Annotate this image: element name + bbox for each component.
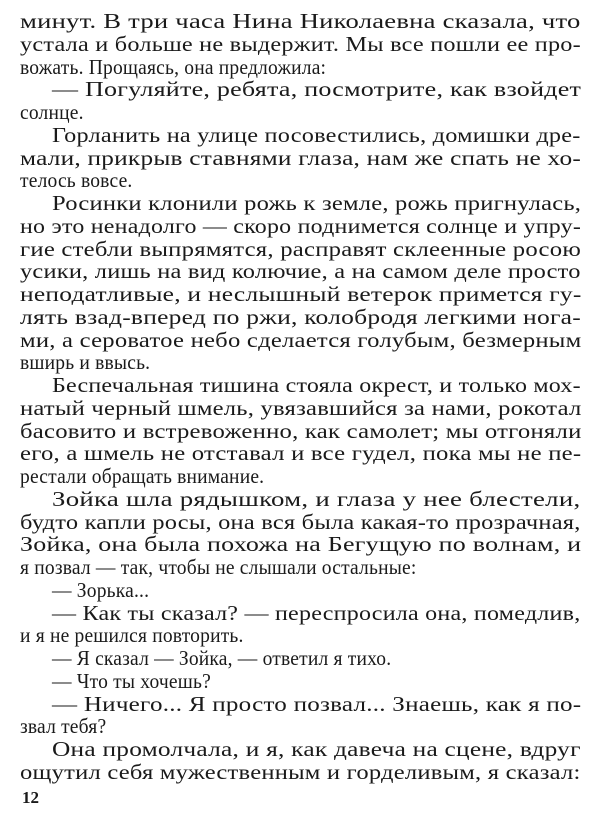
text-line: мали, прикрыв ставнями глаза, нам же спать не хо- bbox=[20, 145, 581, 170]
text-line: Зойка, она была похожа на Бегущую по волнам, и bbox=[20, 532, 582, 557]
text-line: ощутил себя мужественным и горделивым, я сказал: bbox=[20, 759, 581, 784]
text-line: — Как ты сказал? — переспросила она, помедлив, bbox=[52, 600, 581, 625]
text-line: — Погуляйте, ребята, посмотрите, как взойдет bbox=[52, 77, 582, 102]
text-line: — Что ты хочешь? bbox=[52, 668, 211, 693]
text-line: Росинки клонили рожь к земле, рожь пригнулась, bbox=[52, 191, 582, 215]
text-line: Горланить на улице посовестились, домишки дре- bbox=[52, 122, 581, 147]
body-text bbox=[20, 10, 581, 784]
text-line: басовито и встревоженно, как самолет; мы отгоняли bbox=[20, 418, 582, 443]
text-line: неподатливые, и неслышный ветерок примется гу- bbox=[20, 282, 582, 306]
page-number: 12 bbox=[22, 788, 39, 807]
text-line: натый черный шмель, увязавшийся за нами, рокотал bbox=[20, 395, 582, 420]
text-line: минут. В три часа Нина Николаевна сказала, что bbox=[20, 9, 581, 33]
text-line: рестали обращать внимание. bbox=[20, 464, 265, 488]
text-line: устала и больше не выдержит. Мы все пошли ее про- bbox=[20, 31, 581, 56]
text-line: — Ничего... Я просто позвал... Знаешь, как я по- bbox=[52, 691, 582, 716]
text-line: гие стебли выпрямятся, расправят склеенные росою bbox=[20, 236, 582, 261]
text-line: звал тебя? bbox=[20, 714, 107, 739]
text-line: я позвал — так, чтобы не слышали остальные: bbox=[20, 555, 417, 579]
text-line: — Я сказал — Зойка, — ответил я тихо. bbox=[52, 646, 392, 670]
text-line: но это ненадолго — скоро поднимется солнце и упру- bbox=[20, 213, 582, 238]
text-line: его, а шмель не отставал и все гудел, пока мы не пе- bbox=[20, 441, 582, 466]
text-line: и я не решился повторить. bbox=[20, 623, 244, 648]
text-line: Зойка шла рядышком, и глаза у нее блестели, bbox=[52, 486, 581, 511]
text-line: вожать. Прощаясь, она предложила: bbox=[20, 54, 327, 79]
text-line: усики, лишь на вид колючие, а на самом деле просто bbox=[20, 259, 581, 284]
text-line: Беспечальная тишина стояла окрест, и только мох- bbox=[52, 373, 581, 397]
text-line: телось вовсе. bbox=[20, 168, 133, 193]
text-line: солнце. bbox=[20, 100, 84, 124]
text-line: лять взад-вперед по ржи, колобродя легкими нога- bbox=[20, 304, 581, 329]
text-line: ми, а сероватое небо сделается голубым, безмерным bbox=[20, 327, 582, 352]
text-line: вширь и ввысь. bbox=[20, 350, 151, 375]
text-line: будто капли росы, она вся была какая-то прозрачная, bbox=[20, 509, 581, 534]
text-line: — Зорька... bbox=[52, 577, 150, 602]
text-line: Она промолчала, и я, как давеча на сцене, вдруг bbox=[52, 737, 581, 761]
